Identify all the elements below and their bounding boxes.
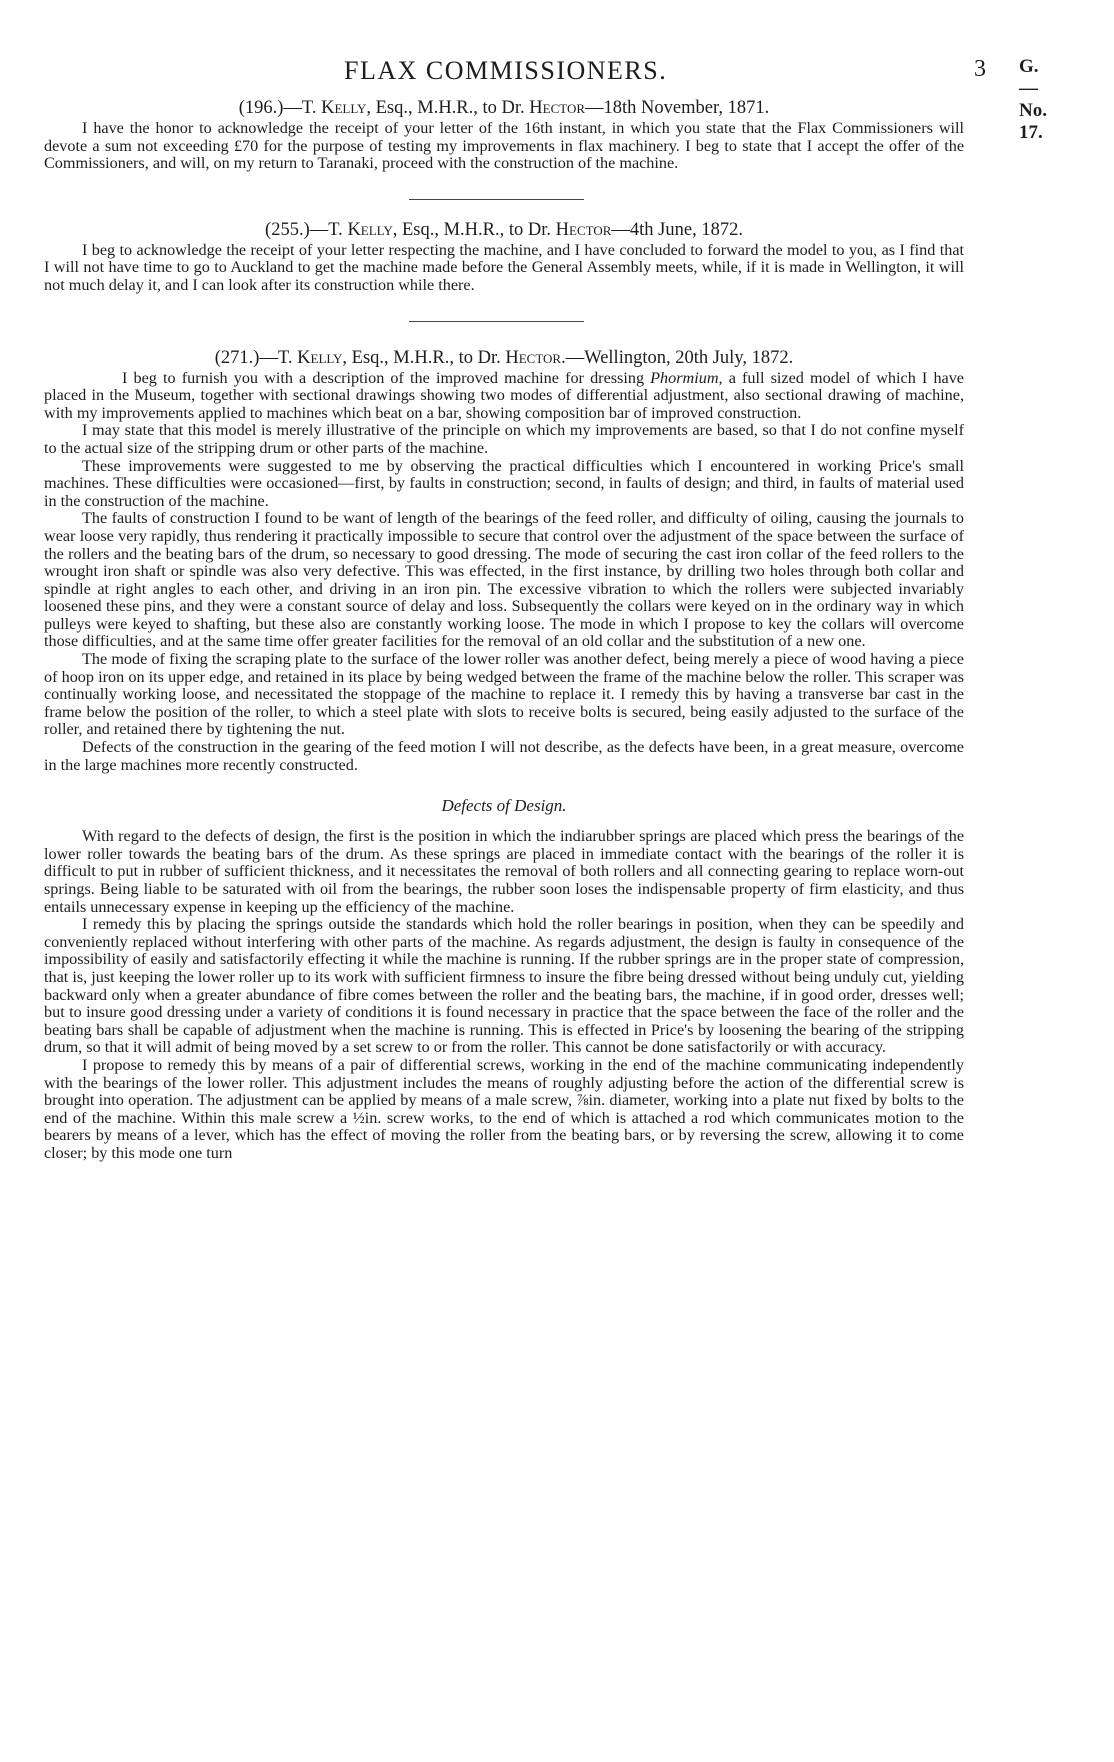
letter-author: Kelly bbox=[297, 347, 343, 368]
section-divider bbox=[409, 199, 584, 200]
letter-author: Kelly bbox=[321, 98, 367, 118]
letter-paragraph: Defects of the construction in the gearing of the feed motion I will not describe, as the defects have been, in a great measure, overcome in the large machines more recently constructed. bbox=[44, 738, 964, 774]
section-divider bbox=[409, 321, 584, 322]
section-heading: Defects of Design. bbox=[441, 796, 567, 816]
page-number: 3 bbox=[974, 56, 986, 82]
letter-recipient: Hector bbox=[529, 98, 586, 118]
letter-number: (271.) bbox=[214, 347, 260, 368]
running-title: FLAX COMMISSIONERS. bbox=[344, 56, 668, 85]
letter-date: .—Wellington, 20th July, 1872. bbox=[561, 347, 794, 368]
letter-heading: (255.)—T. Kelly, Esq., M.H.R., to Dr. Hector—4th June, 1872. bbox=[265, 219, 743, 240]
letter-number: (196.) bbox=[238, 98, 284, 118]
letter-author: Kelly bbox=[347, 219, 393, 240]
letter-credentials: , Esq., M.H.R., to Dr. bbox=[366, 98, 525, 118]
letter-paragraph: The faults of construction I found to be want of length of the bearings of the feed roller, and difficulty of oiling, causing the journals to wear loose very rapidly, thus rendering it practically impossible to secure that control over the adjustment of the space between the surface of the rollers and the beating bars of the drum, so necessary to good dressing. The mode of securing the cast iron collar of the feed rollers to the wrought iron shaft or spindle was also very defective. This was effected, in the first instance, by drilling two holes through both collar and spindle at right angles to each other, and driving in an iron pin. The excessive vibration to which the rollers were subjected invariably loosened these pins, and they were a constant source of delay and loss. Subsequently the collars were keyed on in the ordinary way in which pulleys were keyed to shafting, but these also are constantly working loose. The mode in which I propose to key the collars will overcome those difficulties, and at the same time offer greater facilities for the removal of an old collar and the substitution of a new one. bbox=[44, 509, 964, 651]
section-paragraph: With regard to the defects of design, the first is the position in which the indiarubber springs are placed which press the bearings of the lower roller towards the beating bars of the drum. As these springs are placed in immediate contact with the bearings of the roller it is difficult to put in rubber of sufficient thickness, and it necessitates the removal of both rollers and all connecting gearing to replace worn-out springs. Being liable to be saturated with oil from the bearings, the rubber soon loses the indispensable property of firm elasticity, and thus entails unnecessary expense in keeping up the efficiency of the machine. bbox=[44, 827, 964, 916]
letter-date: —4th June, 1872. bbox=[611, 219, 743, 240]
letter-paragraph: I have the honor to acknowledge the receipt of your letter of the 16th instant, in which you state that the Flax Commissioners will devote a sum not exceeding £70 for the purpose of testing my improvements in flax machinery. I beg to state that I accept the offer of the Commissioners, and will, on my return to Taranaki, proceed with the construction of the machine. bbox=[44, 119, 964, 173]
section-paragraph: I remedy this by placing the springs outside the standards which hold the roller bearings in position, when they can be speedily and conveniently replaced without interfering with other parts of the machine. As regards adjustment, the design is faulty in consequence of the impossibility of easily and satisfactorily effecting it while the machine is running. If the rubber springs are in the proper state of compression, that is, just keeping the lower roller up to its work with sufficient firmness to insure the fibre being dressed without being unduly cut, yielding backward only when a greater abundance of fibre comes between the roller and the beating bars, the machine, if in good order, dresses well; but to insure good dressing under a variety of conditions it is found necessary in practice that the space between the face of the roller and the beating bars shall be capable of adjustment when the machine is running. This is effected in Price's by loosening the bearing of the stripping drum, so that it will admit of being moved by a set screw to or from the roller. This cannot be done satisfactorily or with accuracy. bbox=[44, 915, 964, 1057]
letter-number: (255.) bbox=[265, 219, 310, 240]
letter-credentials: , Esq., M.H.R., to Dr. bbox=[342, 347, 501, 368]
letter-paragraph: I may state that this model is merely illustrative of the principle on which my improvements are based, so that I do not confine myself to the actual size of the stripping drum or other parts of the machine. bbox=[44, 421, 964, 457]
letter-date: —18th November, 1871. bbox=[585, 98, 770, 118]
letter-heading: (196.)—T. Kelly, Esq., M.H.R., to Dr. Hector—18th November, 1871. bbox=[238, 98, 770, 118]
letter-paragraph-text: a full sized model of which I have placed in the Museum, together with sectional drawings showing two modes of differential adjustment, also sectional drawing of machine, with my improvements applied to machines which beat on a bar, showing composition bar of improved construction. bbox=[44, 368, 964, 422]
section-paragraph: I propose to remedy this by means of a pair of differential screws, working in the end of the machine communicating independently with the bearings of the lower roller. This adjustment includes the means of roughly adjusting before the action of the differential screw is brought into operation. The adjustment can be applied by means of a male screw, ⅞in. diameter, working into a plate nut fixed by bolts to the end of the machine. Within this male screw a ½in. screw works, to the end of which is attached a rod which communicates motion to the bearers by means of a lever, which has the effect of moving the roller from the beating bars, or by reversing the screw, allowing it to come closer; by this mode one turn bbox=[44, 1055, 964, 1162]
defects-of-design-section bbox=[44, 796, 964, 1162]
letter-heading: (271.)—T. Kelly, Esq., M.H.R., to Dr. Hector.—Wellington, 20th July, 1872. bbox=[214, 347, 794, 368]
letter-paragraph-text: I beg to furnish you with a description of the improved machine for dressing bbox=[122, 368, 651, 387]
letter-recipient: Hector bbox=[505, 347, 562, 368]
italic-term: Phormium, bbox=[650, 368, 723, 387]
document-reference: G.—No. 17. bbox=[1019, 56, 1047, 143]
letter-credentials: , Esq., M.H.R., to Dr. bbox=[392, 219, 552, 240]
letter-196 bbox=[44, 98, 964, 173]
letter-paragraph bbox=[44, 370, 964, 423]
letter-paragraph: The mode of fixing the scraping plate to the surface of the lower roller was another defect, being merely a piece of wood having a piece of hoop iron on its upper edge, and retained in its place by being wedged between the frame of the machine below the roller. This scraper was continually working loose, and necessitated the stoppage of the machine to replace it. I remedy this by having a transverse bar cast in the frame below the position of the roller, to which a steel plate with slots to receive bolts is secured, being easily adjusted to the surface of the roller, and retained there by tightening the nut. bbox=[44, 650, 964, 739]
letter-paragraph: These improvements were suggested to me by observing the practical difficulties which I encountered in working Price's small machines. These difficulties were occasioned—first, by faults in construction; second, in faults of design; and third, in faults of material used in the construction of the machine. bbox=[44, 456, 964, 510]
letter-255 bbox=[44, 220, 964, 295]
letter-paragraph: I beg to acknowledge the receipt of your letter respecting the machine, and I have concluded to forward the model to you, as I find that I will not have time to go to Auckland to get the machine made before the General Assembly meets, while, if it is made in Wellington, it will not much delay it, and I can look after its construction while there. bbox=[44, 240, 964, 294]
letter-271 bbox=[44, 348, 964, 775]
letter-recipient: Hector bbox=[555, 219, 612, 240]
